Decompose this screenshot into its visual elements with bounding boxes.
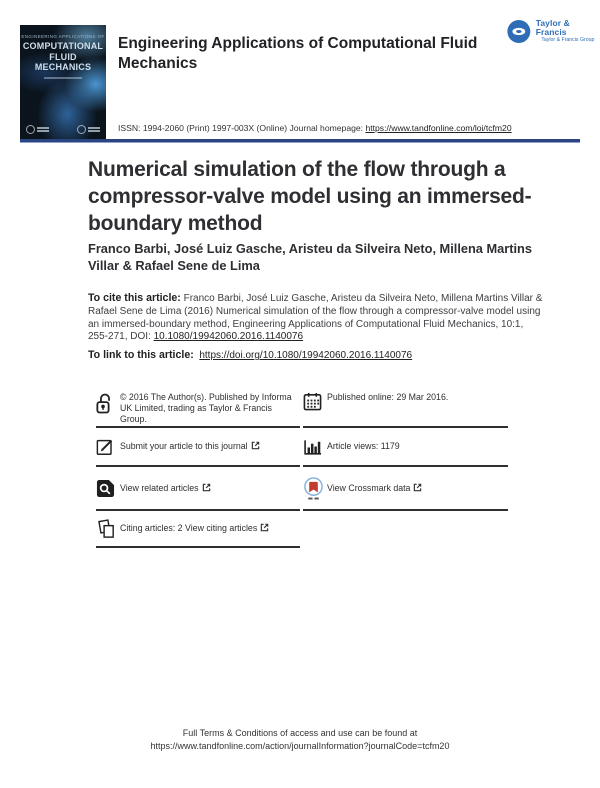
journal-homepage-link[interactable]: https://www.tandfonline.com/loi/tcfm20	[365, 123, 512, 133]
related-articles-row[interactable]	[96, 467, 300, 511]
link-label: To link to this article:	[88, 349, 194, 361]
crossmark-row[interactable]	[303, 467, 508, 511]
open-access-icon	[96, 392, 120, 415]
cover-kicker: ENGINEERING APPLICATIONS OF	[21, 34, 105, 39]
footer-url[interactable]: https://www.tandfonline.com/action/journalInformation?journalCode=tcfm20	[150, 741, 450, 751]
crossmark-link[interactable]: View Crossmark data	[327, 482, 411, 493]
taylor-francis-logo-text: Taylor & Francis Taylor & Francis Group	[535, 18, 595, 44]
article-views-row	[303, 428, 508, 467]
footer-terms	[0, 727, 600, 753]
submit-article-row[interactable]	[96, 428, 300, 467]
cover-title-line1: COMPUTATIONAL	[22, 41, 104, 51]
external-link-icon	[260, 523, 269, 532]
external-link-icon	[251, 441, 260, 450]
taylor-francis-logo	[506, 18, 600, 45]
article-views-text: Article views: 1179	[327, 441, 400, 452]
citing-articles-link[interactable]: Citing articles: 2 View citing articles	[120, 523, 258, 534]
external-link-icon	[202, 483, 211, 492]
link-line	[88, 349, 412, 361]
issn-line: ISSN: 1994-2060 (Print) 1997-003X (Online) Journal homepage: https://www.tandfonline.com/loi/tcfm20	[118, 123, 512, 133]
journal-title: Engineering Applications of Computational Fluid Mechanics	[118, 35, 478, 72]
submit-icon	[96, 437, 120, 456]
bar-chart-icon	[303, 438, 327, 456]
footer-terms-line: Full Terms & Conditions of access and use can be found at	[182, 728, 418, 738]
doi-link[interactable]: https://doi.org/10.1080/19942060.2016.1140076	[199, 350, 413, 361]
published-online-text: Published online: 29 Mar 2016.	[327, 392, 449, 402]
article-title: Numerical simulation of the flow through a compressor-valve model using an immersed-boundary method	[88, 158, 532, 235]
info-grid-right	[303, 390, 508, 511]
related-articles-icon	[96, 479, 120, 498]
copyright-row	[96, 390, 300, 428]
copyright-text: © 2016 The Author(s). Published by Informa UK Limited, trading as Taylor & Francis Group.	[120, 392, 292, 424]
cover-taylor-francis-logo-icon	[77, 125, 100, 134]
citing-articles-row[interactable]	[96, 511, 300, 548]
journal-cover	[20, 25, 106, 139]
header-rule	[20, 139, 580, 143]
article-authors: Franco Barbi, José Luiz Gasche, Aristeu da Silveira Neto, Millena Martins Villar & Rafael Sene de Lima	[88, 241, 532, 273]
cite-doi-link[interactable]: 10.1080/19942060.2016.1140076	[153, 331, 304, 343]
citing-articles-icon	[96, 519, 120, 539]
taylor-francis-roundel-icon	[506, 18, 532, 45]
calendar-icon	[303, 392, 327, 411]
external-link-icon	[413, 483, 422, 492]
cover-subline	[44, 77, 82, 79]
published-online-row	[303, 390, 508, 428]
submit-article-link[interactable]: Submit your article to this journal	[120, 441, 248, 452]
related-articles-link[interactable]: View related articles	[120, 482, 199, 493]
cover-society-logo-icon	[26, 125, 49, 134]
cover-publisher-logos	[26, 125, 100, 134]
cite-label: To cite this article:	[88, 292, 181, 304]
crossmark-icon	[303, 476, 327, 501]
cover-title-line2: FLUID MECHANICS	[34, 51, 92, 72]
info-grid-left	[96, 390, 300, 548]
cite-paragraph: To cite this article: Franco Barbi, José Luiz Gasche, Aristeu da Silveira Neto, Millena Martins Villar & Rafael Sene de Lima (2016) Numerical simulation of the flow through a compressor-valve model using an immersed-boundary method, Engineering Applications of Computational Fluid Mechanics, 10:1, 255-271, DOI: 10.1080/19942060.2016.1140076	[88, 292, 543, 343]
